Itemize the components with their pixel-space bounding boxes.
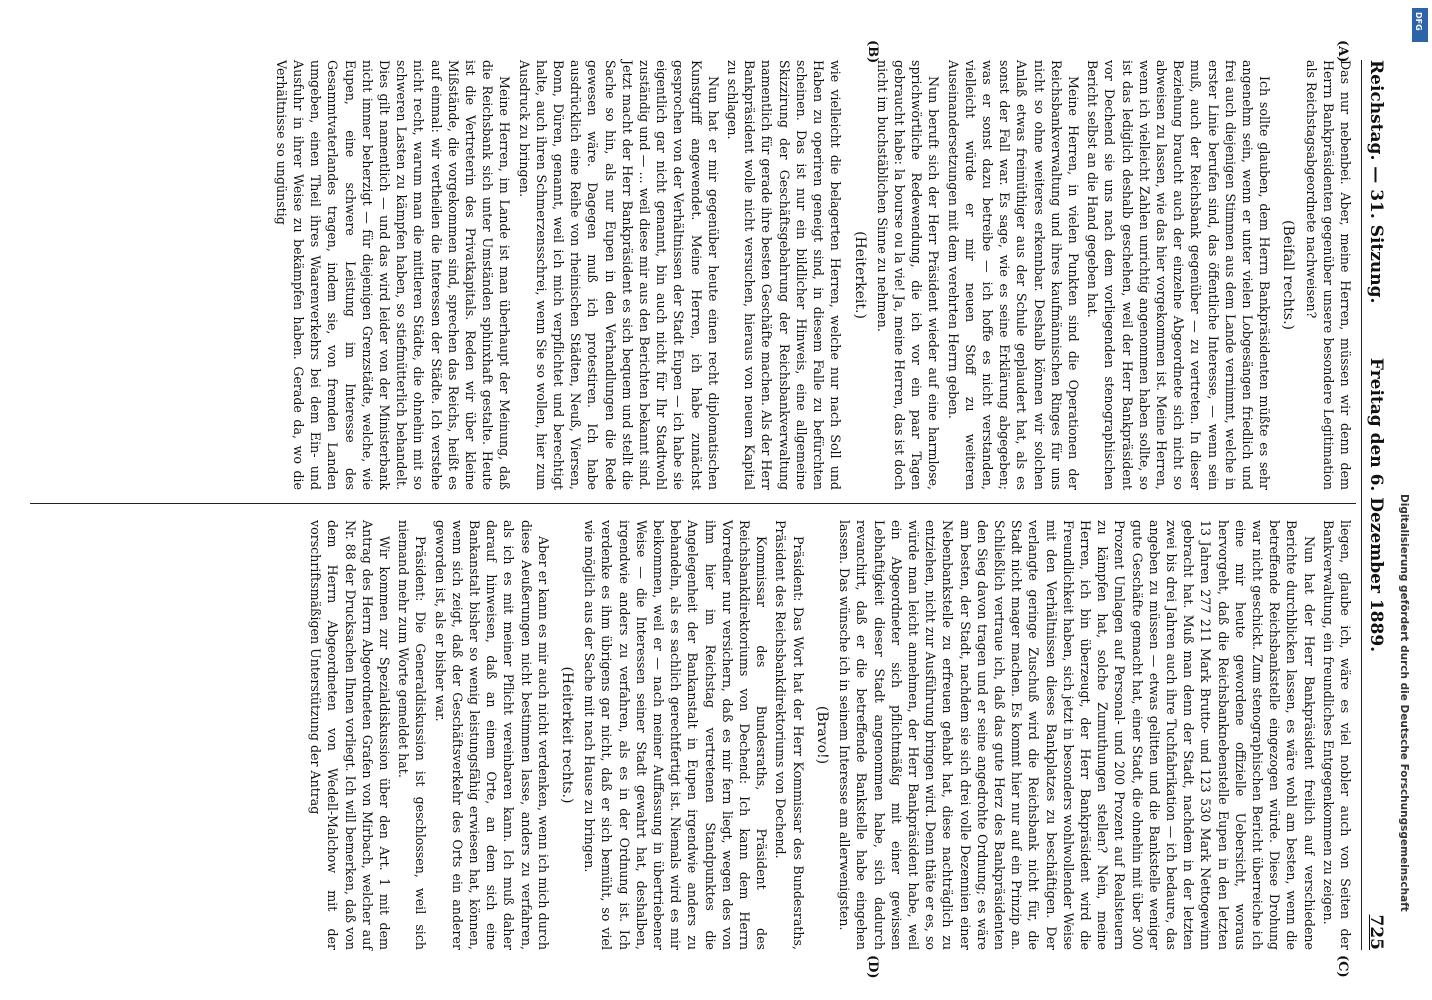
margin-marker-d: (D) [865,955,880,979]
speaker-paragraph: Kommissar des Bundesraths, Präsident des Reichsbankdirektoriums von Dechend: Ich kann dem Herrn Vorredner nur versichern, daß es mir fern liegt, wegen des von ihm hier im Reichstag vertretenen Standpunktes die Angelegenheit der Bankanstalt in Eupen irgendwie anders zu behandeln, als es sachlich gerechtfertigt ist. Niemals wird es mir beikommen, weil er — nach meiner Auffassung in übertriebener Weise — die Interessen seiner Stadt gewahrt hat, deshalben, irgendwie anders zu verfahren, als es in der Ordnung ist. Ich verdenke es ihm übrigens gar nicht, daß er sich bemüht, so viel wie möglich aus der Sache mit nach Hause zu bringen. [582,520,770,950]
paragraph: Nun hat der Herr Bankpräsident freilich auf verschiedene Berichte durchblicken lassen, es wäre wohl am besten, wenn die betreffende Reichsbankstelle eingezogen würde. Diese Drohung war nicht geschickt. Zum stenographischen Bericht überreiche ich eine mir heute gewordene offizielle Uebersicht, woraus hervorgeht, daß die Reichsbanknebenstelle Eupen in den letzten 13 Jahren 277 211 Mark Brutto- und 123 530 Mark Nettogewinn gebracht hat. Muß man denn der Stadt, nachdem in der letzten zwei bis drei Jahren auch ihre Tuchfabrikation — ich bedaure, das angeben zu müssen — etwas gelitten und die Bankstelle weniger gute Geschäfte gemacht hat, einer Stadt, die ohnehin mit über 300 Prozent Umlagen auf Personal- und 200 Prozent auf Realsteuern zu kämpfen hat, solche Zumuthungen stellen? Nein, meine Herren, ich bin überzeugt, der Herr Bankpräsident wird die Freundlichkeit haben, sich jetzt in besonders wohlwollender Weise mit den Verhältnissen dieses Bankplatzes zu beschäftigen. Der verlangte geringe Zuschuß wird die Reichsbank nicht für, die Stadt nicht mager machen. Es kommt hier nur auf ein Prinzip an. Schließlich vertraue ich, daß das gute Herz des Bankpräsidenten den Sieg davon tragen und er seine angedrohte Ordnung; es wäre am besten, der Stadt, nachdem sie sich drei volle Dezennien einer Nebenbankstelle zu erfreuen gehabt hat, diese nachträglich zu entziehen, nicht zur Ausführung bringen wird. Denn thäte er es, so würde man leicht annehmen, der Herr Bankpräsident habe, weil ein Abgeordneter sich pflichtmäßig mit einer gewissen Lebhaftigkeit dieser Stadt angenommen habe, sich dadurch revanchirt, daß er die betreffende Bankstelle habe eingehen lassen. Das wünsche ich in seinem Interesse am allerwenigsten. [837,520,1317,950]
paragraph: Meine Herren, in vielen Punkten sind die Operationen der Reichsbankverwaltung und ihres kaufmännischen Ringes für uns nicht so ohne weiteres erkennbar. Deshalb können wir solchen Anlaß etwas freimüthiger aus der Schule geplaudert hat, als es sonst der Fall war. Es sage, wie es seine Erklärung abgegeben; was er sonst dazu betreibe — ich hoffe es nicht verstanden, vielleicht würde er mir neuen Stoff zu weiteren Auseinandersetzungen mit dem verehrten Herrn geben. [945,60,1081,490]
paragraph: Das nur nebenbei. Aber, meine Herren, müssen wir denn dem Herrn Bankpräsidenten gegenüber unsere besondere Legitimation als Reichstagsabgeordnete nachweisen? [1303,60,1353,490]
left-column [10,60,1354,490]
margin-marker-b: (B) [865,40,880,64]
paragraph: Nun beruft sich der Herr Präsident wieder auf eine harmlose, sprichwörtliche Redewendung, die ich vor ein paar Tagen gebraucht habe: la bourse ou la vie! Ja, meine Herren, das ist doch nicht im buchstäblichen Sinne zu nehmen. [874,60,942,490]
page-header [1361,60,1392,950]
paragraph: Wir kommen zur Spezialdiskussion über den Art. 1 mit dem Antrag des Herrn Abgeordneten Grafen von Mirbach, welcher auf Nr. 88 der Drucksachen Ihnen vorliegt. Ich will bemerken, daß von dem Herrn Abgeordneten von Wedell-Malchow mit der vorschriftsmäßigen Unterstützung der Antrag [308,520,393,950]
paragraph: liegen, glaube ich, wäre es viel nobler auch von Seiten der Bankverwaltung, ein freundliches Entgegenkommen zu zeigen. [1320,520,1353,950]
header-date: Freitag den 6. Dezember 1889. [1366,357,1386,653]
header-left: Reichstag. — 31. Sitzung. [1366,60,1386,304]
credit-text: Digitalisierung gefördert durch die Deutsche Forschungsgemeinschaft [1398,494,1410,912]
paragraph: Nun hat er mir gegenüber heute einen recht diplomatischen Kunstgriff angewendet. Meine Herren, ich habe zunächst gesprochen von der Verhältnissen der Stadt Eupen — ich habe sie eigentlich gar nicht genannt, bin auch nicht für Ihr Stadtwohl zuständig und — ... weil diese mir aus den Berichten bekannt sind. Jetzt macht der Herr Bankpräsident es sich bequem und stellt die Sache so hin, als nur Eupen in den Verhandlungen die Rede gewesen wäre. Dagegen muß ich protestiren. Ich habe ausdrücklich eine Reihe von rheinischen Städten, Neuß, Viersen, Bonn, Düren, genannt, weil ich mich verpflichtet und berechtigt halte, auch ihren Schmerzensschrei, wenn Sie so wollen, hier zum Ausdruck zu bringen. [516,60,721,490]
column-divider [30,503,1356,504]
interjection: (Heiterkeit rechts.) [559,666,576,804]
interjection: (Heiterkeit.) [851,231,868,319]
interjection: (Bravo!) [813,705,830,765]
right-column [10,520,1354,950]
margin-marker-a: (A) [1335,40,1350,63]
page-number: 725 [1366,914,1386,950]
paragraph: wie vielleicht die belagerten Herren, welche nur nach Soll und Haben zu operiren geneigt sind, in diesem Falle zu befürchten scheinen. Das ist nur ein bildlicher Hinweis, eine allgemeine Skizzirung der Geschäftsgebahrung der Reichsbankverwaltung namentlich für gerade ihre besten Geschäfte machen. Als der Herr Bankpräsident wolle nicht versuchen, hieraus von neuem Kapital zu schlagen. [725,60,844,490]
margin-marker-c: (C) [1335,955,1350,978]
speaker-paragraph: Präsident: Die Generaldiskussion ist geschlossen, weil sich niemand mehr zum Worte gemeldet hat. [396,520,429,950]
paragraph: Meine Herren, im Lande ist man überhaupt der Meinung, daß die Reichsbank sich unter Umständen sphinxhaft gestalte. Heute ist die Vertreterin des Privatkapitals. Reden wir über kleine Mißstände, die vorgekommen sind, sprechen das Reichs, heißt es auf einmal: wir vertheilen die Interessen der Städte. Ich verstehe nicht recht, warum man die mittleren Städte, die ohnehin mit so schweren Lasten zu kämpfen haben, so stiefmütterlich behandelt. Dies gilt namentlich — und das wird leider von der Ministerbank nicht immer beherzigt — für diejenigen Grenzstädte, welche, wie Eupen, eine schwere Leistung im Interesse des Gesammtvaterlandes tragen, indem sie, von fremden Landen umgeben, einen Theil ihres Waarenverkehrs bei dem Ein- und Ausfuhr in ihrer Weise zu bekämpfen haben. Gerade da, wo die Verhältnisse so ungünstig [273,60,513,490]
paragraph: Aber er kann es mir auch nicht verdenken, wenn ich mich durch diese Aeußerungen nicht bestimmen lasse, anders zu verfahren, als ich es mit meiner Pflicht vereinbaren kann. Ich muß daher darauf hinweisen, daß an einem Orte, an dem sich eine Bankanstalt bisher so wenig leistungsfähig erwiesen hat, können, wenn sich zeigt, daß der Geschäftsverkehr des Orts ein anderer geworden ist, als er bisher war. [432,520,551,950]
interjection: (Beifall rechts.) [1280,219,1297,330]
digitization-credit [1398,8,1428,992]
dfg-logo: DFG [1412,8,1428,42]
speaker-paragraph: Präsident: Das Wort hat der Herr Kommissar des Bundesraths, Präsident des Reichsbankdirektoriums von Dechend. [773,520,806,950]
paragraph: Ich sollte glauben, dem Herrn Bankpräsidenten müßte es sehr angenehm sein, wenn er unter vielen Lobgesängen friedlich und frei auch diejenigen Stimmen aus dem Lande vernimmt, welche in erster Linie berufen sind, das öffentliche Interesse, — wenn sein muß, auch der Reichsbank gegenüber — zu vertreten. In dieser Beziehung braucht auch der einzelne Abgeordnete sich nicht so abweisen zu lassen, wie das hier vorgekommen ist. Meine Herren, wenn ich vielleicht Zahlen unrichtig angenommen haben sollte, so ist das lediglich deshalb geschehen, weil der Herr Bankpräsident vor Dechend sie uns nach dem vorliegenden stenographischen Bericht selbst an die Hand gegeben hat. [1085,60,1273,490]
